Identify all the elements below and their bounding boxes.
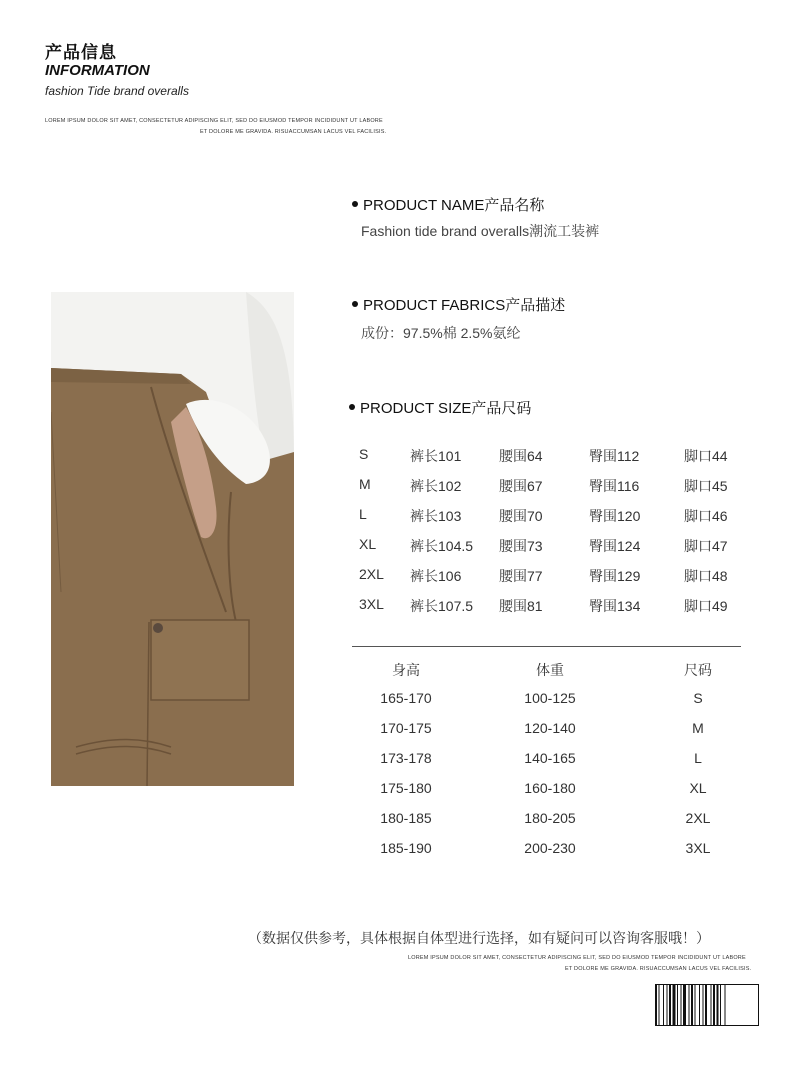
size-cell: 3XL — [685, 840, 711, 856]
height-cell: 180-185 — [380, 810, 432, 826]
height-cell: 173-178 — [380, 750, 432, 766]
height-cell: 170-175 — [380, 720, 432, 736]
size-cell: 3XL — [359, 596, 384, 612]
section-divider — [352, 646, 741, 647]
bullet-icon — [349, 404, 355, 410]
size-cell: S — [359, 446, 369, 462]
height-cell: 165-170 — [380, 690, 432, 706]
product-photo — [51, 292, 294, 786]
size-header: 尺码 — [684, 662, 712, 678]
page-subtitle: fashion Tide brand overalls — [45, 84, 189, 98]
size-cell: XL — [689, 780, 707, 796]
product-name-heading — [352, 194, 544, 215]
waist-cell: 腰围77 — [499, 568, 543, 584]
size-cell: 2XL — [359, 566, 384, 582]
hem-cell: 脚口44 — [684, 448, 728, 464]
waist-cell: 腰围70 — [499, 508, 543, 524]
length-cell: 裤长103 — [410, 508, 462, 524]
size-cell: M — [692, 720, 704, 736]
length-cell: 裤长107.5 — [410, 598, 474, 614]
hem-cell: 脚口49 — [684, 598, 728, 614]
waist-cell: 腰围81 — [499, 598, 543, 614]
product-fabrics-heading — [352, 294, 565, 315]
weight-cell: 200-230 — [524, 840, 576, 856]
overalls-photo-graphic — [51, 292, 294, 786]
product-size-heading-text: PRODUCT SIZE产品尺码 — [360, 400, 532, 417]
size-cell: 2XL — [685, 810, 711, 826]
footer-lorem-line2: ET DOLORE ME GRAVIDA. RISUACCUMSAN LACUS VEL FACILISIS. — [565, 966, 752, 972]
hip-cell: 臀围134 — [589, 598, 641, 614]
length-cell: 裤长102 — [410, 478, 462, 494]
weight-cell: 160-180 — [524, 780, 576, 796]
header-lorem-line2: ET DOLORE ME GRAVIDA. RISUACCUMSAN LACUS VEL FACILISIS. — [200, 129, 387, 135]
height-header: 身高 — [392, 662, 420, 678]
weight-cell: 100-125 — [524, 690, 576, 706]
waist-cell: 腰围67 — [499, 478, 543, 494]
hip-cell: 臀围124 — [589, 538, 641, 554]
size-cell: XL — [359, 536, 377, 552]
hip-cell: 臀围112 — [589, 448, 640, 464]
product-fabrics-heading-text: PRODUCT FABRICS产品描述 — [363, 297, 566, 314]
product-name-heading-text: PRODUCT NAME产品名称 — [363, 197, 545, 214]
page-title-cn: 产品信息 — [45, 43, 117, 62]
hip-cell: 臀围129 — [589, 568, 641, 584]
bullet-icon — [352, 201, 358, 207]
product-name-value: Fashion tide brand overalls潮流工装裤 — [361, 223, 600, 239]
weight-cell: 120-140 — [524, 720, 576, 736]
waist-cell: 腰围73 — [499, 538, 543, 554]
size-cell: L — [694, 750, 702, 766]
height-cell: 185-190 — [380, 840, 432, 856]
hip-cell: 臀围120 — [589, 508, 641, 524]
weight-header: 体重 — [536, 662, 564, 678]
barcode-icon — [655, 984, 759, 1026]
size-cell: M — [359, 476, 371, 492]
footer-lorem-line1: LOREM IPSUM DOLOR SIT AMET, CONSECTETUR ADIPISCING ELIT, SED DO EIUSMOD TEMPOR INCIDIDUNT UT LABORE — [408, 955, 746, 961]
weight-cell: 140-165 — [524, 750, 576, 766]
header-lorem-line1: LOREM IPSUM DOLOR SIT AMET, CONSECTETUR ADIPISCING ELIT, SED DO EIUSMOD TEMPOR INCIDIDUNT UT LABORE — [45, 118, 383, 124]
bullet-icon — [352, 301, 358, 307]
length-cell: 裤长104.5 — [410, 538, 474, 554]
hem-cell: 脚口46 — [684, 508, 728, 524]
page-title-en: INFORMATION — [45, 62, 150, 79]
product-fabrics-value: 成份：97.5%棉 2.5%氨纶 — [361, 325, 521, 341]
size-cell: L — [359, 506, 367, 522]
waist-cell: 腰围64 — [499, 448, 543, 464]
product-size-heading — [349, 397, 531, 418]
length-cell: 裤长101 — [410, 448, 462, 464]
hem-cell: 脚口48 — [684, 568, 728, 584]
reference-note: （数据仅供参考，具体根据自体型进行选择，如有疑问可以咨询客服哦！） — [248, 930, 710, 946]
length-cell: 裤长106 — [410, 568, 462, 584]
hem-cell: 脚口47 — [684, 538, 728, 554]
hip-cell: 臀围116 — [589, 478, 640, 494]
height-cell: 175-180 — [380, 780, 432, 796]
weight-cell: 180-205 — [524, 810, 576, 826]
size-cell: S — [693, 690, 703, 706]
hem-cell: 脚口45 — [684, 478, 728, 494]
